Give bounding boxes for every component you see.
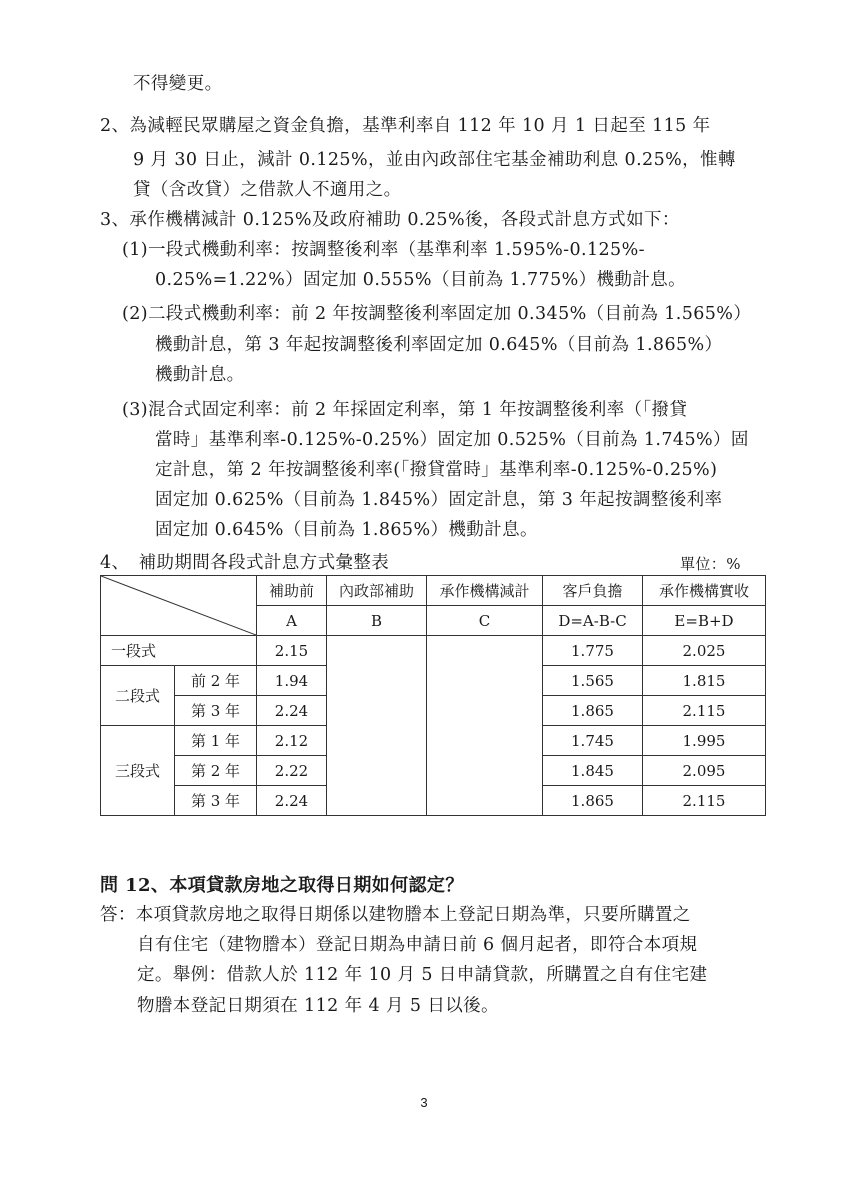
row-sub-label: 第 3 年 bbox=[175, 696, 257, 726]
value-cell: 1.815 bbox=[643, 666, 766, 696]
header-cell: 補助前 bbox=[257, 576, 327, 606]
header-cell: 客戶負擔 bbox=[543, 576, 643, 606]
text-line: 固定加 0.625%（目前為 1.845%）固定計息，第 3 年起按調整後利率 bbox=[155, 490, 723, 510]
text-line: 固定加 0.645%（目前為 1.865%）機動計息。 bbox=[155, 520, 538, 540]
value-cell: 2.24 bbox=[257, 786, 327, 816]
diagonal-line-icon bbox=[101, 576, 256, 635]
row-group-label: 三段式 bbox=[101, 726, 175, 816]
text-line: (2)二段式機動利率：前 2 年按調整後利率固定加 0.345%（目前為 1.565%） bbox=[122, 304, 752, 324]
header-cell: 內政部補助 bbox=[327, 576, 427, 606]
page-number: 3 bbox=[420, 1095, 428, 1110]
header-cell: 承作機構實收 bbox=[643, 576, 766, 606]
value-cell: 2.15 bbox=[257, 636, 327, 666]
value-cell: 2.22 bbox=[257, 756, 327, 786]
text-line: 2、為減輕民眾購屋之資金負擔，基準利率自 112 年 10 月 1 日起至 115 年 bbox=[100, 116, 711, 136]
row-group-label: 二段式 bbox=[101, 666, 175, 726]
table-unit: 單位：% bbox=[680, 555, 741, 573]
value-cell: 2.115 bbox=[643, 696, 766, 726]
value-cell: 1.865 bbox=[543, 696, 643, 726]
table-title: 4、 補助期間各段式計息方式彙整表 bbox=[100, 553, 390, 573]
row-sub-label: 前 2 年 bbox=[175, 666, 257, 696]
text-line: 機動計息，第 3 年起按調整後利率固定加 0.645%（目前為 1.865%） bbox=[155, 335, 723, 355]
value-cell: 1.995 bbox=[643, 726, 766, 756]
header-cell: 承作機構減計 bbox=[427, 576, 543, 606]
value-cell: 2.24 bbox=[257, 696, 327, 726]
table-row bbox=[101, 636, 766, 666]
value-cell: 1.775 bbox=[543, 636, 643, 666]
value-cell: 1.845 bbox=[543, 756, 643, 786]
row-sub-label: 第 2 年 bbox=[175, 756, 257, 786]
row-sub-label: 第 1 年 bbox=[175, 726, 257, 756]
row-sub-label: 第 3 年 bbox=[175, 786, 257, 816]
answer-line: 物謄本登記日期須在 112 年 4 月 5 日以後。 bbox=[137, 996, 499, 1016]
header-cell: B bbox=[327, 606, 427, 636]
value-cell: 2.115 bbox=[643, 786, 766, 816]
value-cell: 1.745 bbox=[543, 726, 643, 756]
value-cell: 1.565 bbox=[543, 666, 643, 696]
value-cell: 2.025 bbox=[643, 636, 766, 666]
answer-line: 答：本項貸款房地之取得日期係以建物謄本上登記日期為準，只要所購置之 bbox=[100, 905, 691, 925]
institution-reduction-cell bbox=[427, 636, 543, 816]
value-cell: 2.12 bbox=[257, 726, 327, 756]
text-line: (3)混合式固定利率：前 2 年採固定利率，第 1 年按調整後利率（「撥貸 bbox=[122, 400, 688, 420]
header-cell: E=B+D bbox=[643, 606, 766, 636]
corner-cell bbox=[101, 576, 257, 636]
text-line: 貸（含改貸）之借款人不適用之。 bbox=[133, 180, 402, 200]
summary-table bbox=[100, 575, 766, 816]
value-cell: 2.095 bbox=[643, 756, 766, 786]
text-line: 當時」基準利率-0.125%-0.25%）固定加 0.525%（目前為 1.745%）固 bbox=[155, 430, 749, 450]
text-line: 3、承作機構減計 0.125%及政府補助 0.25%後，各段式計息方式如下： bbox=[100, 210, 680, 230]
ministry-subsidy-cell bbox=[327, 636, 427, 816]
header-cell: C bbox=[427, 606, 543, 636]
answer-line: 自有住宅（建物謄本）登記日期為申請日前 6 個月起者，即符合本項規 bbox=[137, 935, 698, 955]
row-label: 一段式 bbox=[101, 636, 257, 666]
text-line: 9 月 30 日止，減計 0.125%，並由內政部住宅基金補助利息 0.25%，惟轉 bbox=[133, 150, 736, 170]
table-header-row bbox=[101, 576, 766, 606]
text-line: 0.25%=1.22%）固定加 0.555%（目前為 1.775%）機動計息。 bbox=[155, 270, 687, 290]
answer-line: 定。舉例：借款人於 112 年 10 月 5 日申請貸款，所購置之自有住宅建 bbox=[137, 965, 708, 985]
text-line: (1)一段式機動利率：按調整後利率（基準利率 1.595%-0.125%- bbox=[122, 240, 645, 260]
text-line: 不得變更。 bbox=[133, 74, 223, 94]
value-cell: 1.865 bbox=[543, 786, 643, 816]
text-line: 定計息，第 2 年按調整後利率(「撥貸當時」基準利率-0.125%-0.25%) bbox=[155, 460, 718, 480]
header-cell: A bbox=[257, 606, 327, 636]
value-cell: 1.94 bbox=[257, 666, 327, 696]
header-cell: D=A-B-C bbox=[543, 606, 643, 636]
question-heading: 問 12、本項貸款房地之取得日期如何認定？ bbox=[100, 875, 464, 896]
text-line: 機動計息。 bbox=[155, 365, 245, 385]
